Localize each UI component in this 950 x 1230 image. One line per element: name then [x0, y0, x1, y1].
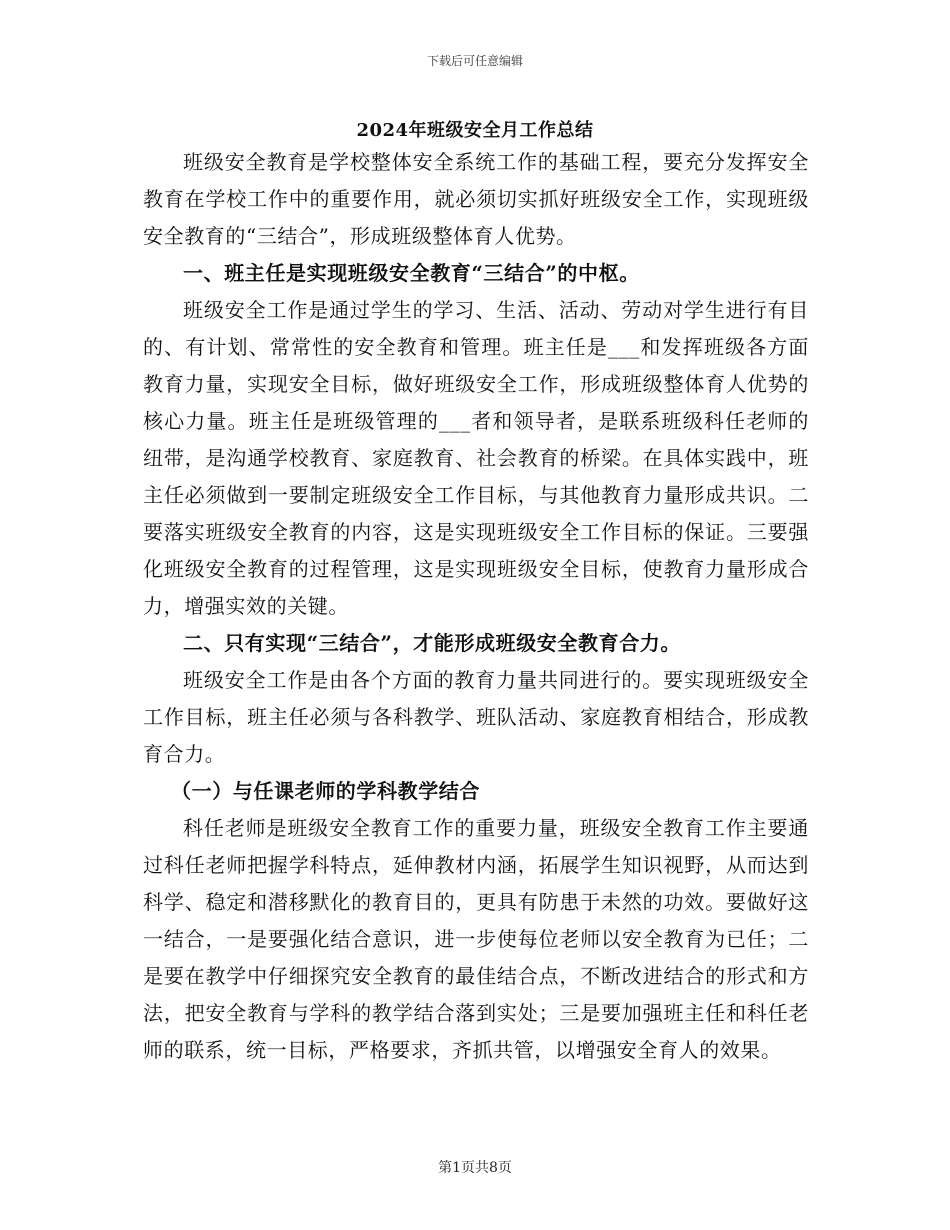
subsection-heading-1: （一）与任课老师的学科教学结合: [171, 779, 480, 803]
document-title: 2024年班级安全月工作总结: [356, 120, 594, 141]
document-body: [143, 144, 809, 1069]
paragraph-section-1: 班级安全工作是通过学生的学习、生活、活动、劳动对学生进行有目的、有计划、常常性的安全教育和管理。班主任是___和发挥班级各方面教育力量，实现安全目标，做好班级安全工作，形成班级整体育人优势的核心力量。班主任是班级管理的___者和领导者，是联系班级科任老师的纽带，是沟通学校教育、家庭教育、社会教育的桥梁。在具体实践中，班主任必须做到一要制定班级安全工作目标，与其他教育力量形成共识。二要落实班级安全教育的内容，这是实现班级安全工作目标的保证。三要强化班级安全教育的过程管理，这是实现班级安全目标，使教育力量形成合力，增强实效的关键。: [143, 298, 809, 618]
header-note: 下载后可任意编辑: [426, 54, 523, 68]
paragraph-subsection-1: 科任老师是班级安全教育工作的重要力量，班级安全教育工作主要通过科任老师把握学科特点，延伸教材内涵，拓展学生知识视野，从而达到科学、稳定和潜移默化的教育目的，更具有防患于未然的功效。要做好这一结合，一是要强化结合意识，进一步使每位老师以安全教育为已任；二是要在教学中仔细探究安全教育的最佳结合点，不断改进结合的形式和方法，把安全教育与学科的教学结合落到实处；三是要加强班主任和科任老师的联系，统一目标，严格要求，齐抓共管，以增强安全育人的效果。: [143, 816, 809, 1062]
paragraph-intro: 班级安全教育是学校整体安全系统工作的基础工程，要充分发挥安全教育在学校工作中的重要作用，就必须切实抓好班级安全工作，实现班级安全教育的“三结合”，形成班级整体育人优势。: [143, 150, 809, 248]
section-heading-2: 二、只有实现“三结合”，才能形成班级安全教育合力。: [183, 631, 682, 655]
section-heading-1: 一、班主任是实现班级安全教育“三结合”的中枢。: [183, 261, 640, 285]
page-number-footer: 第1页共8页: [438, 1160, 512, 1176]
paragraph-section-2: 班级安全工作是由各个方面的教育力量共同进行的。要实现班级安全工作目标，班主任必须与各科教学、班队活动、家庭教育相结合，形成教育合力。: [143, 668, 809, 766]
